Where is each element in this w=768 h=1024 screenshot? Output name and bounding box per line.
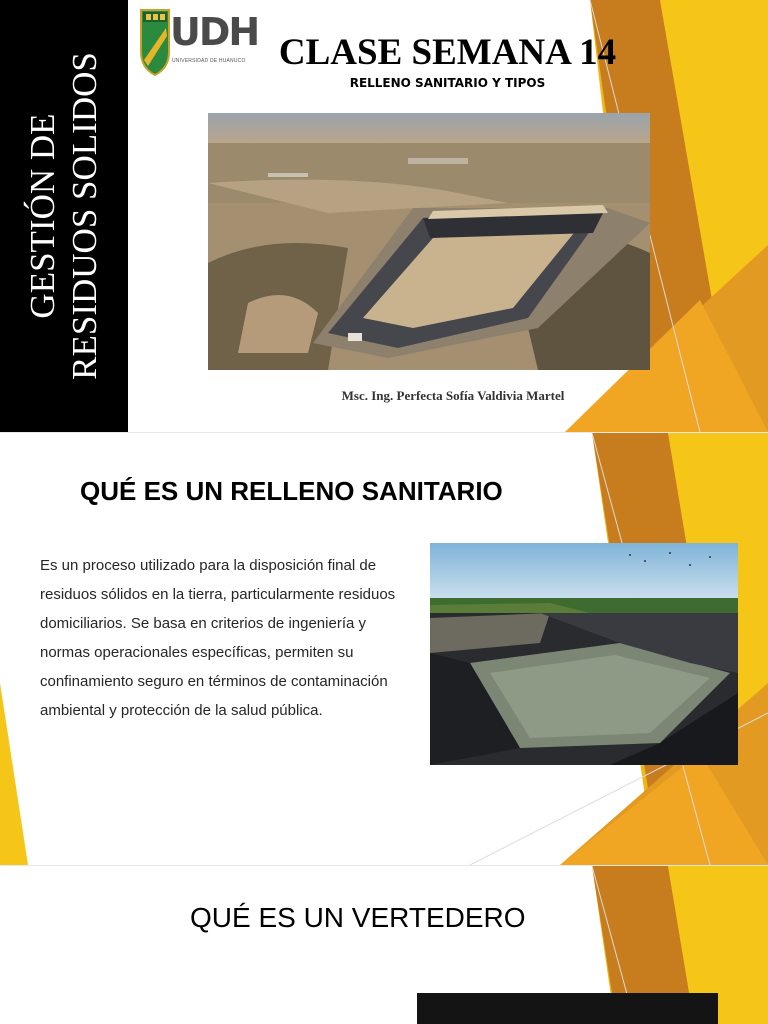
slide-2 [0, 433, 768, 865]
side-title [22, 11, 106, 421]
section-heading: QUÉ ES UN VERTEDERO [190, 902, 526, 933]
side-title-line-1: GESTIÓN DE [23, 113, 62, 319]
logo-wordmark: UDH [170, 10, 259, 54]
landfill-cell-photo [430, 543, 738, 765]
side-title-line-2: RESIDUOS SOLIDOS [65, 52, 104, 380]
definition-paragraph: Es un proceso utilizado para la disposición final de residuos sólidos en la tierra, particularmente residuos domiciliarios. Se basa en criterios de ingeniería y normas operacionales específicas, permiten su confinamiento seguro en términos de contaminación ambiental y protección de la salud pública. [40, 557, 396, 719]
university-logo [140, 8, 259, 76]
page-subtitle: RELLENO SANITARIO Y TIPOS [349, 76, 546, 90]
shield-icon [140, 8, 170, 76]
landfill-aerial-photo [208, 113, 650, 370]
side-title-band [0, 0, 128, 432]
section-heading: QUÉ ES UN RELLENO SANITARIO [80, 476, 503, 506]
author-credit: Msc. Ing. Perfecta Sofía Valdivia Martel [341, 388, 565, 403]
dump-photo [417, 993, 718, 1024]
slide-1 [0, 0, 768, 432]
page-title: CLASE SEMANA 14 [278, 32, 617, 73]
logo-subtext: UNIVERSIDAD DE HUANUCO [172, 58, 246, 64]
slide-3 [0, 866, 768, 1024]
